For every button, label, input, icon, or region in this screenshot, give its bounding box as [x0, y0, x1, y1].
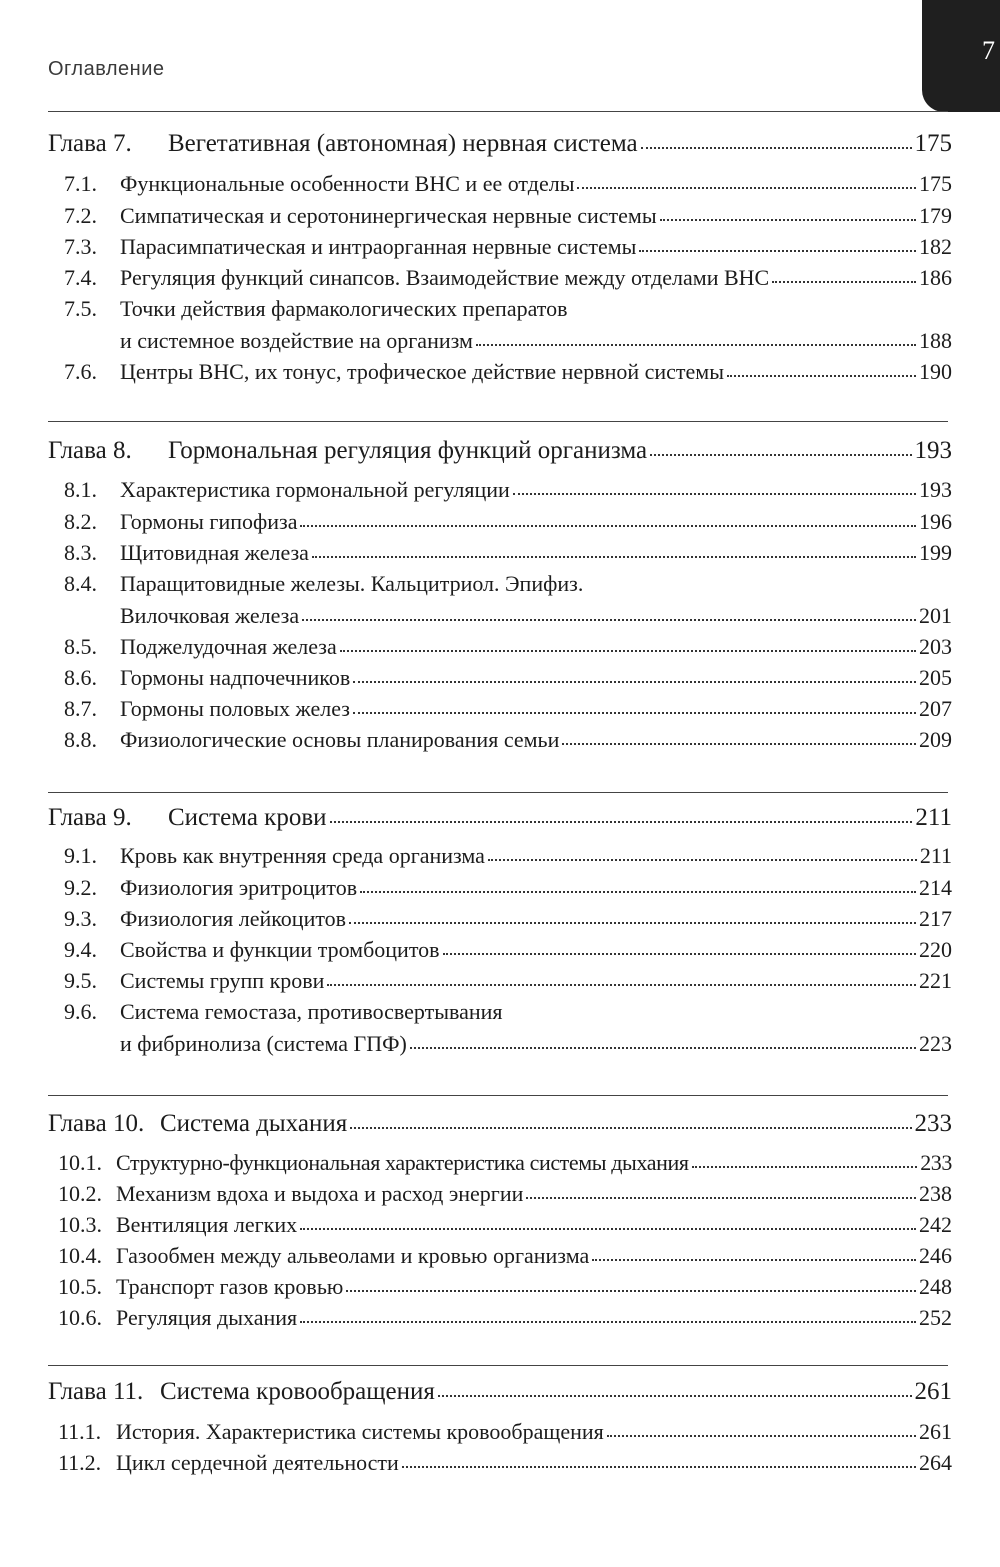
section-number: 9.5.	[64, 968, 97, 993]
section-title: Гормоны надпочечников	[120, 665, 351, 690]
section-number: 9.6.	[64, 999, 97, 1024]
section-number: 8.8.	[64, 727, 97, 752]
chapter-title: Вегетативная (автономная) нервная система	[168, 130, 638, 157]
section-page: 246	[919, 1243, 952, 1268]
section-title-line1: Паращитовидные железы. Кальцитриол. Эпифиз.	[120, 571, 584, 596]
section-number: 7.1.	[64, 171, 97, 196]
dot-leader	[330, 817, 913, 823]
chapter-number: Глава 11.	[48, 1378, 144, 1405]
dot-leader	[300, 1317, 916, 1323]
section-page: 188	[919, 328, 952, 353]
section-title: История. Характеристика системы кровообращения	[116, 1419, 604, 1444]
section-page: 221	[919, 968, 952, 993]
section-page: 209	[919, 727, 952, 752]
section-title: Симпатическая и серотонинергическая нервные системы	[120, 203, 657, 228]
dot-leader	[488, 855, 917, 861]
dot-leader	[353, 677, 916, 683]
section-page: 205	[919, 665, 952, 690]
section-number: 7.5.	[64, 296, 97, 321]
dot-leader	[360, 887, 916, 893]
section-title: Характеристика гормональной регуляции	[120, 477, 510, 502]
section-number: 11.1.	[58, 1419, 102, 1444]
section-title: Функциональные особенности ВНС и ее отделы	[120, 171, 575, 196]
section-number: 8.1.	[64, 477, 97, 502]
section-number: 7.2.	[64, 203, 97, 228]
section-number: 9.4.	[64, 937, 97, 962]
dot-leader	[327, 980, 916, 986]
section-page: 196	[919, 509, 952, 534]
section-page: 203	[919, 634, 952, 659]
chapter-page: 193	[914, 437, 952, 464]
section-title: Физиология лейкоцитов	[120, 906, 347, 931]
section-page: 207	[919, 696, 952, 721]
section-number: 10.4.	[58, 1243, 102, 1268]
dot-leader	[438, 1391, 912, 1397]
section-page: 252	[919, 1305, 952, 1330]
chapter-divider	[48, 792, 948, 793]
section-number: 8.7.	[64, 696, 97, 721]
section-page: 214	[919, 875, 952, 900]
section-number: 8.4.	[64, 571, 97, 596]
dot-leader	[350, 1123, 911, 1129]
section-page: 201	[919, 603, 952, 628]
dot-leader	[607, 1431, 916, 1437]
dot-leader	[300, 521, 916, 527]
chapter-page: 211	[915, 804, 952, 831]
section-title: Гормоны гипофиза	[120, 509, 298, 534]
chapter-title: Система кровообращения	[160, 1378, 435, 1405]
section-title: Цикл сердечной деятельности	[116, 1450, 399, 1475]
section-title: Парасимпатическая и интраорганная нервные системы	[120, 234, 637, 259]
section-page: 175	[919, 171, 952, 196]
section-page: 217	[919, 906, 952, 931]
section-title: Поджелудочная железа	[120, 634, 337, 659]
dot-leader	[650, 450, 911, 456]
section-number: 10.1.	[58, 1150, 102, 1175]
dot-leader	[639, 246, 916, 252]
section-page: 199	[919, 540, 952, 565]
section-page: 193	[919, 477, 952, 502]
section-title: Физиологические основы планирования семьи	[120, 727, 560, 752]
section-title: Регуляция дыхания	[116, 1305, 298, 1330]
chapter-number: Глава 7.	[48, 130, 132, 157]
chapter-divider	[48, 111, 948, 112]
page-number: 7	[982, 36, 995, 65]
dot-leader	[353, 708, 916, 714]
chapter-page: 233	[914, 1110, 952, 1137]
section-title: Структурно-функциональная характеристика системы дыхания	[116, 1150, 689, 1175]
section-number: 10.5.	[58, 1274, 102, 1299]
section-number: 9.1.	[64, 843, 97, 868]
section-title-line1: Система гемостаза, противосвертывания	[120, 999, 503, 1024]
chapter-number: Глава 10.	[48, 1110, 145, 1137]
section-title: Вентиляция легких	[116, 1212, 298, 1237]
dot-leader	[349, 918, 916, 924]
dot-leader	[312, 552, 916, 558]
chapter-divider	[48, 1095, 948, 1096]
section-number: 10.2.	[58, 1181, 102, 1206]
section-page: 179	[919, 203, 952, 228]
running-head: Оглавление	[48, 58, 165, 80]
chapter-number: Глава 9.	[48, 804, 132, 831]
dot-leader	[660, 215, 916, 221]
section-title: Транспорт газов кровью	[116, 1274, 344, 1299]
section-number: 9.3.	[64, 906, 97, 931]
section-page: 186	[919, 265, 952, 290]
section-page: 211	[919, 843, 952, 868]
dot-leader	[443, 949, 916, 955]
section-page: 182	[919, 234, 952, 259]
section-title: Механизм вдоха и выдоха и расход энергии	[116, 1181, 524, 1206]
section-page: 238	[919, 1181, 952, 1206]
section-title: Кровь как внутренняя среда организма	[120, 843, 485, 868]
chapter-title: Система дыхания	[160, 1110, 348, 1137]
section-title: Свойства и функции тромбоцитов	[120, 937, 440, 962]
dot-leader	[692, 1162, 918, 1168]
dot-leader	[302, 615, 916, 621]
section-title: Физиология эритроцитов	[120, 875, 358, 900]
section-number: 8.3.	[64, 540, 97, 565]
section-number: 8.5.	[64, 634, 97, 659]
section-number: 8.6.	[64, 665, 97, 690]
section-number: 10.6.	[58, 1305, 102, 1330]
section-title: Вилочковая железа	[120, 603, 300, 628]
dot-leader	[300, 1224, 916, 1230]
dot-leader	[402, 1462, 916, 1468]
dot-leader	[592, 1255, 916, 1261]
dot-leader	[410, 1043, 916, 1049]
section-page: 190	[919, 359, 952, 384]
dot-leader	[562, 739, 916, 745]
dot-leader	[346, 1286, 916, 1292]
section-title: Газообмен между альвеолами и кровью организма	[116, 1243, 590, 1268]
section-number: 8.2.	[64, 509, 97, 534]
section-page: 242	[919, 1212, 952, 1237]
dot-leader	[513, 489, 916, 495]
dot-leader	[727, 371, 916, 377]
chapter-title: Гормональная регуляция функций организма	[168, 437, 648, 464]
section-title: Регуляция функций синапсов. Взаимодействие между отделами ВНС	[120, 265, 770, 290]
dot-leader	[772, 277, 916, 283]
section-title-line1: Точки действия фармакологических препаратов	[120, 296, 568, 321]
chapter-divider	[48, 421, 948, 422]
section-number: 10.3.	[58, 1212, 102, 1237]
dot-leader	[476, 340, 916, 346]
section-number: 9.2.	[64, 875, 97, 900]
chapter-page: 175	[914, 130, 952, 157]
dot-leader	[641, 143, 912, 149]
chapter-title: Система крови	[168, 804, 327, 831]
chapter-page: 261	[914, 1378, 952, 1405]
section-page: 264	[919, 1450, 952, 1475]
section-page: 261	[919, 1419, 952, 1444]
dot-leader	[577, 183, 916, 189]
section-page: 248	[919, 1274, 952, 1299]
chapter-number: Глава 8.	[48, 437, 132, 464]
dot-leader	[526, 1193, 916, 1199]
section-number: 7.4.	[64, 265, 97, 290]
section-page: 233	[920, 1150, 952, 1175]
section-title: Щитовидная железа	[120, 540, 309, 565]
section-page: 223	[919, 1031, 952, 1056]
section-title: и фибринолиза (система ГПФ)	[120, 1031, 407, 1056]
section-page: 220	[919, 937, 952, 962]
section-title: Центры ВНС, их тонус, трофическое действие нервной системы	[120, 359, 725, 384]
section-number: 7.3.	[64, 234, 97, 259]
chapter-divider	[48, 1365, 948, 1366]
section-number: 11.2.	[58, 1450, 102, 1475]
section-title: Системы групп крови	[120, 968, 325, 993]
section-title: и системное воздействие на организм	[120, 328, 473, 353]
dot-leader	[340, 646, 916, 652]
section-title: Гормоны половых желез	[120, 696, 350, 721]
section-number: 7.6.	[64, 359, 97, 384]
